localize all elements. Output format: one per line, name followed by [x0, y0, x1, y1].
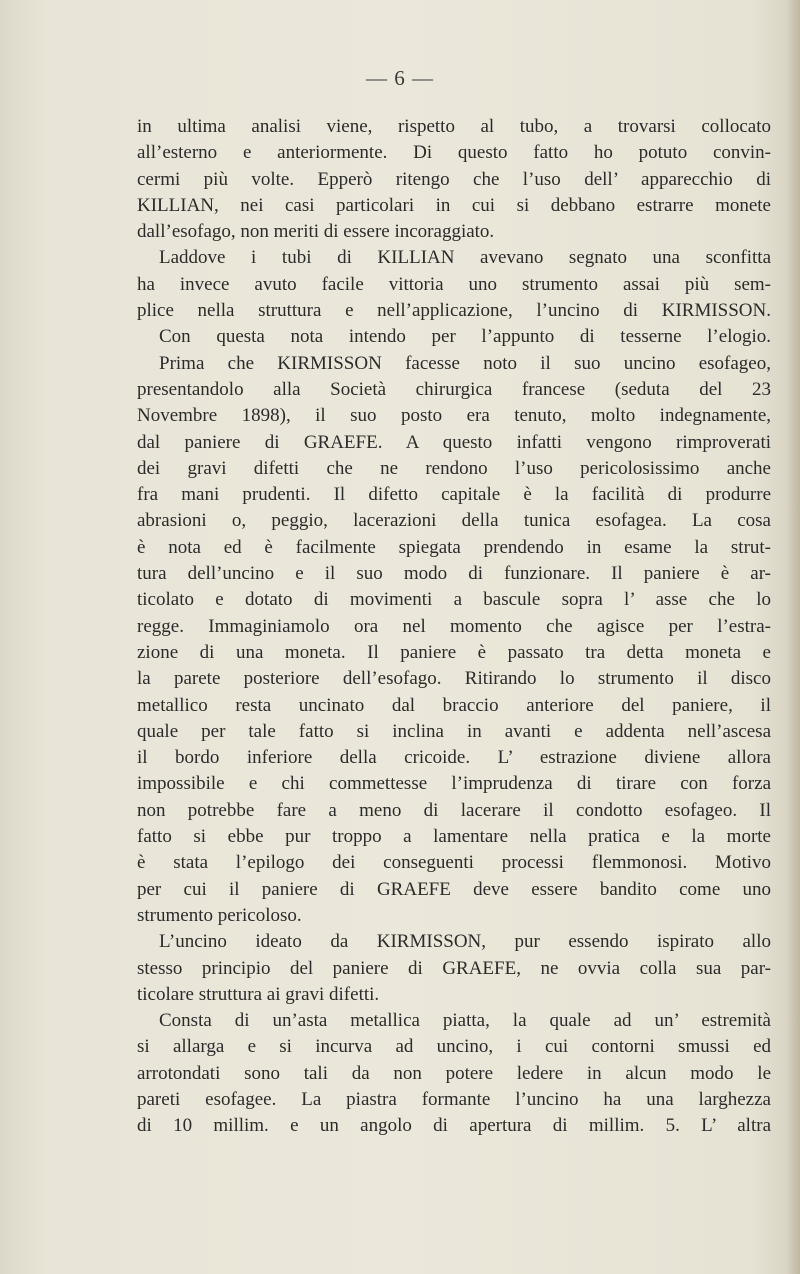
text-line: per cui il paniere di GRAEFE deve essere bandito come uno: [137, 878, 771, 900]
page-edge-shadow: [786, 0, 800, 1274]
page-number: — 6 —: [366, 66, 434, 90]
text-line: Consta di un’asta metallica piatta, la quale ad un’ estremità: [159, 1010, 771, 1032]
text-line: quale per tale fatto si inclina in avanti e addenta nell’ascesa: [137, 720, 771, 742]
text-line: abrasioni o, peggio, lacerazioni della tunica esofagea. La cosa: [137, 510, 771, 532]
text-line: Laddove i tubi di KILLIAN avevano segnato una sconfitta: [159, 247, 771, 269]
text-line: presentandolo alla Società chirurgica francese (seduta del 23: [137, 378, 771, 400]
text-line: zione di una moneta. Il paniere è passato tra detta moneta e: [137, 641, 771, 663]
text-line: dall’esofago, non meriti di essere incoraggiato.: [137, 221, 495, 243]
text-line: stesso principio del paniere di GRAEFE, ne ovvia colla sua par-: [137, 957, 771, 979]
text-line: non potrebbe fare a meno di lacerare il condotto esofageo. Il: [137, 799, 771, 821]
text-line: regge. Immaginiamolo ora nel momento che agisce per l’estra-: [137, 615, 771, 637]
body-text: [137, 114, 771, 1140]
text-line: pareti esofagee. La piastra formante l’uncino ha una larghezza: [137, 1088, 771, 1110]
text-line: ticolato e dotato di movimenti a bascule sopra l’ asse che lo: [137, 589, 771, 611]
text-line: cermi più volte. Epperò ritengo che l’uso dell’ apparecchio di: [137, 168, 771, 190]
text-line: di 10 millim. e un angolo di apertura di millim. 5. L’ altra: [137, 1115, 771, 1137]
text-line: strumento pericoloso.: [137, 904, 302, 926]
text-line: Prima che KIRMISSON facesse noto il suo uncino esofageo,: [159, 352, 771, 374]
text-line: si allarga e si incurva ad uncino, i cui contorni smussi ed: [137, 1036, 771, 1058]
text-line: ha invece avuto facile vittoria uno strumento assai più sem-: [137, 273, 771, 295]
text-line: in ultima analisi viene, rispetto al tubo, a trovarsi collocato: [137, 116, 771, 137]
text-line: è stata l’epilogo dei conseguenti processi flemmonosi. Motivo: [137, 852, 771, 874]
text-line: fatto si ebbe pur troppo a lamentare nella pratica e la morte: [137, 826, 771, 848]
text-line: il bordo inferiore della cricoide. L’ estrazione diviene allora: [137, 747, 771, 769]
text-line: Con questa nota intendo per l’appunto di tesserne l’elogio.: [159, 326, 771, 348]
text-line: tura dell’uncino e il suo modo di funzionare. Il paniere è ar-: [137, 563, 771, 585]
text-line: L’uncino ideato da KIRMISSON, pur essendo ispirato allo: [159, 931, 771, 953]
text-line: fra mani prudenti. Il difetto capitale è la facilità di produrre: [137, 484, 771, 506]
text-line: dei gravi difetti che ne rendono l’uso pericolosissimo anche: [137, 457, 771, 479]
text-line: Novembre 1898), il suo posto era tenuto, molto indegnamente,: [137, 405, 771, 427]
text-line: plice nella struttura e nell’applicazione, l’uncino di KIRMISSON.: [137, 300, 771, 322]
text-line: impossibile e chi commettesse l’imprudenza di tirare con forza: [137, 773, 771, 795]
text-line: metallico resta uncinato dal braccio anteriore del paniere, il: [137, 694, 771, 716]
text-line: KILLIAN, nei casi particolari in cui si debbano estrarre monete: [137, 194, 771, 216]
text-line: ticolare struttura ai gravi difetti.: [137, 983, 380, 1005]
text-line: dal paniere di GRAEFE. A questo infatti vengono rimproverati: [137, 431, 771, 453]
text-line: è nota ed è facilmente spiegata prendendo in esame la strut-: [137, 536, 771, 558]
text-line: all’esterno e anteriormente. Di questo fatto ho potuto convin-: [137, 142, 771, 164]
text-line: la parete posteriore dell’esofago. Ritirando lo strumento il disco: [137, 668, 771, 690]
text-line: arrotondati sono tali da non potere ledere in alcun modo le: [137, 1062, 771, 1084]
